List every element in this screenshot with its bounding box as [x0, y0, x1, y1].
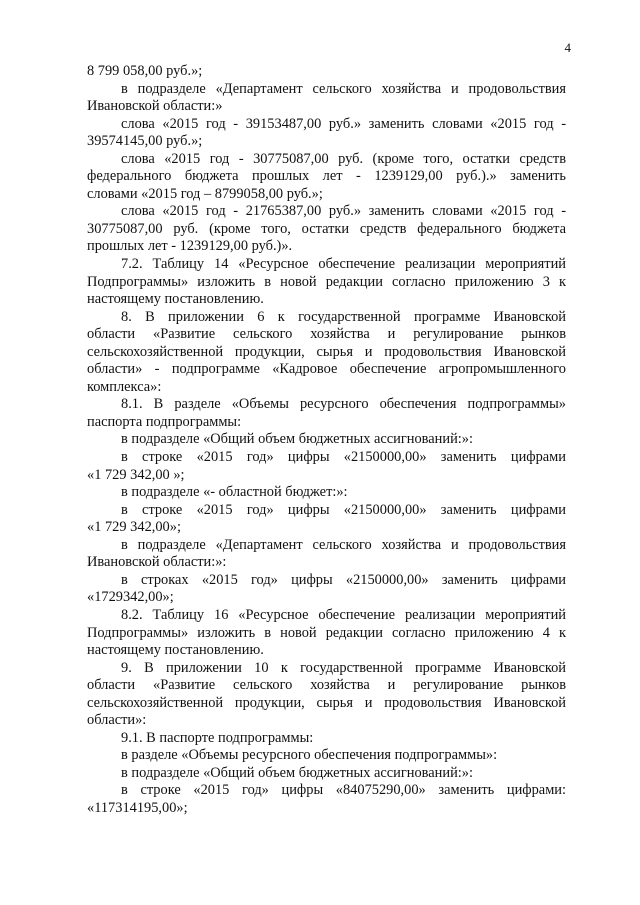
text-line: в подразделе «Общий объем бюджетных ассигнований:»: — [121, 764, 473, 781]
text-line: комплекса»: — [87, 378, 162, 395]
text-line: Ивановской области:» — [87, 98, 223, 115]
text-line: «1 729 342,00»; — [87, 519, 181, 536]
text-line: 8. В приложении 6 к государственной программе Ивановской — [121, 308, 566, 325]
text-line: Подпрограммы» изложить в новой редакции согласно приложению 3 к — [87, 273, 566, 290]
text-line: 9.1. В паспорте подпрограммы: — [121, 729, 314, 746]
text-line: в строках «2015 год» цифры «2150000,00» заменить цифрами — [121, 571, 566, 588]
text-line: 7.2. Таблицу 14 «Ресурсное обеспечение реализации мероприятий — [121, 256, 566, 273]
text-line: словами «2015 год – 8799058,00 руб.»; — [87, 185, 323, 202]
text-line: федерального бюджета прошлых лет - 1239129,00 руб.).» заменить — [87, 168, 566, 185]
text-line: области «Развитие сельского хозяйства и регулирование рынков — [87, 677, 566, 694]
text-line: в подразделе «Департамент сельского хозяйства и продовольствия — [121, 536, 566, 553]
text-line: области» - подпрограмме «Кадровое обеспечение агропромышленного — [87, 361, 566, 378]
text-line: 8 799 058,00 руб.»; — [87, 63, 203, 79]
text-line: сельскохозяйственной продукции, сырья и продовольствия Ивановской — [87, 343, 566, 360]
text-line: слова «2015 год - 30775087,00 руб. (кроме того, остатки средств — [121, 150, 566, 167]
text-line: слова «2015 год - 39153487,00 руб.» заменить словами «2015 год - — [121, 115, 566, 132]
text-line: настоящему постановлению. — [87, 291, 264, 308]
text-line: 30775087,00 руб. (кроме того, остатки средств федерального бюджета — [87, 220, 566, 237]
text-line: в подразделе «Общий объем бюджетных ассигнований:»: — [121, 431, 473, 448]
text-line: в строке «2015 год» цифры «2150000,00» заменить цифрами — [121, 501, 566, 518]
text-line: 8.2. Таблицу 16 «Ресурсное обеспечение реализации мероприятий — [121, 606, 566, 623]
text-line: в строке «2015 год» цифры «2150000,00» заменить цифрами — [121, 449, 566, 466]
text-line: паспорта подпрограммы: — [87, 413, 242, 430]
text-line: «1 729 342,00 »; — [87, 466, 185, 483]
text-line: «1729342,00»; — [87, 589, 174, 606]
text-line: 39574145,00 руб.»; — [87, 133, 203, 150]
text-line: области»: — [87, 712, 147, 729]
text-line: в подразделе «Департамент сельского хозяйства и продовольствия — [121, 80, 566, 97]
text-line: 9. В приложении 10 к государственной программе Ивановской — [121, 659, 566, 676]
text-line: сельскохозяйственной продукции, сырья и продовольствия Ивановской — [87, 694, 566, 711]
text-line: в строке «2015 год» цифры «84075290,00» заменить цифрами: — [121, 782, 566, 799]
text-line: Подпрограммы» изложить в новой редакции согласно приложению 4 к — [87, 624, 566, 641]
text-line: «117314195,00»; — [87, 799, 188, 816]
text-line: 8.1. В разделе «Объемы ресурсного обеспечения подпрограммы» — [121, 396, 566, 413]
text-line: слова «2015 год - 21765387,00 руб.» заменить словами «2015 год - — [121, 203, 566, 220]
text-line: в подразделе «- областной бюджет:»: — [121, 484, 348, 501]
text-line: Ивановской области:»: — [87, 554, 227, 571]
text-line: прошлых лет - 1239129,00 руб.)». — [87, 238, 293, 255]
page-number: 4 — [564, 40, 571, 55]
text-line: области «Развитие сельского хозяйства и регулирование рынков — [87, 326, 566, 343]
text-line: настоящему постановлению. — [87, 642, 264, 659]
document-body — [87, 63, 566, 818]
text-line: в разделе «Объемы ресурсного обеспечения подпрограммы»: — [121, 747, 498, 764]
